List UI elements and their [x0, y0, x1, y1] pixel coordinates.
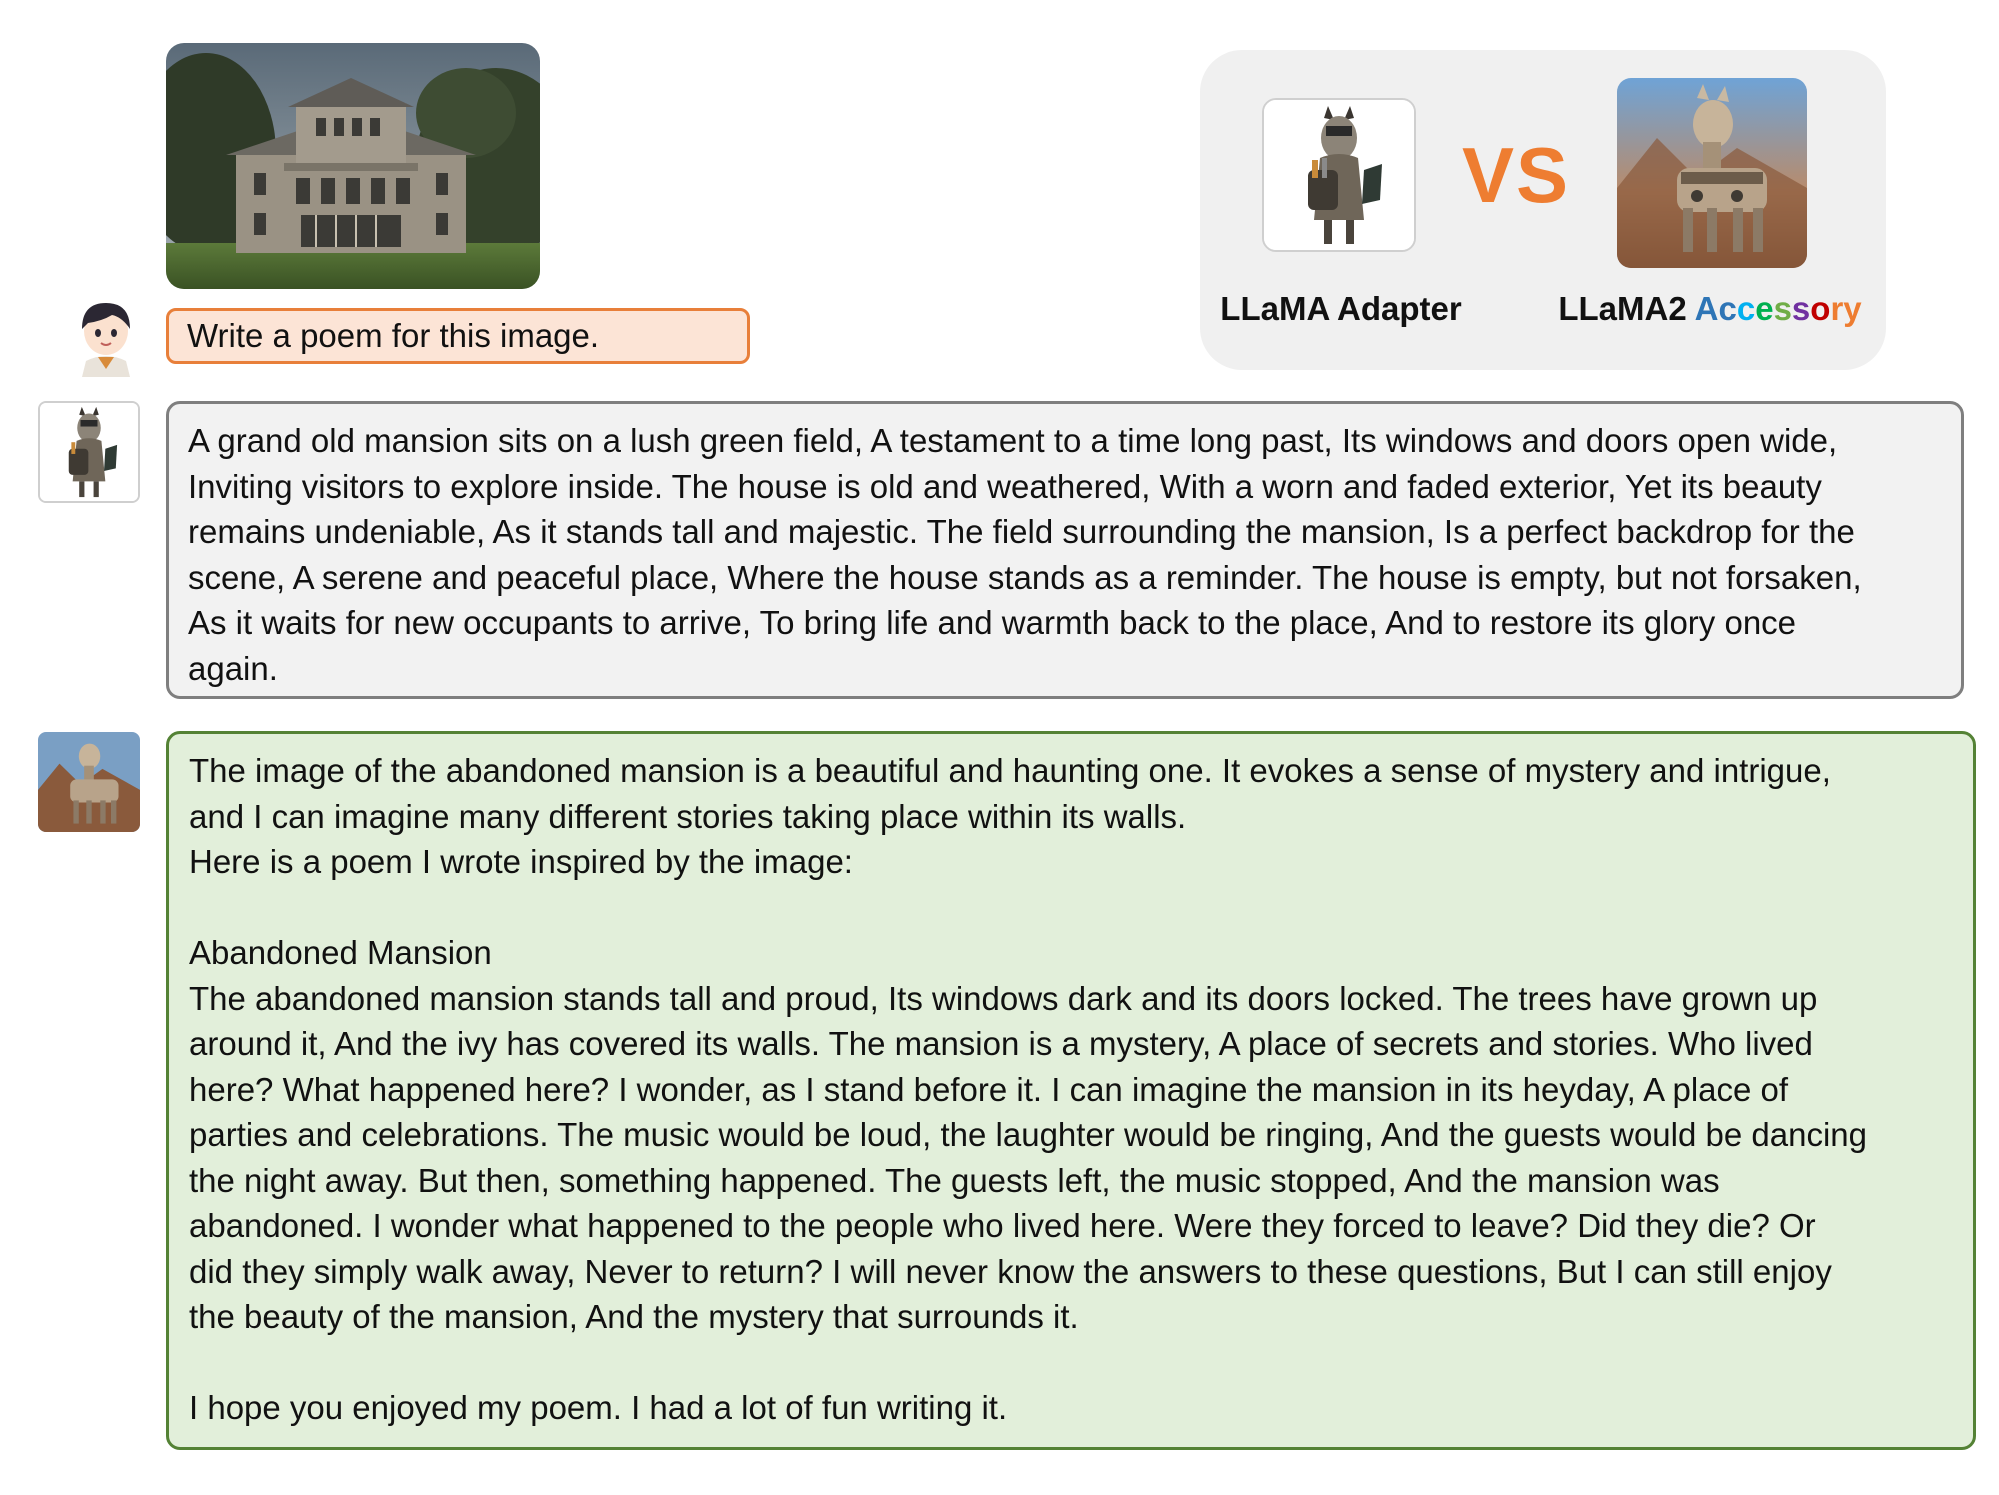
response-line: again. — [188, 649, 278, 687]
poem-line: the beauty of the mansion, And the mystery that surrounds it. — [189, 1298, 1079, 1335]
accessory-letter: r — [1830, 290, 1844, 327]
llama2-accessory-avatar — [38, 732, 140, 832]
intro-line: Here is a poem I wrote inspired by the image: — [189, 843, 853, 880]
intro-line: The image of the abandoned mansion is a beautiful and haunting one. It evokes a sense of mystery and intrigue, — [189, 752, 1831, 789]
model-a-label: LLaMA Adapter — [1220, 290, 1462, 327]
intro-line: and I can imagine many different stories taking place within its walls. — [189, 797, 1187, 835]
accessory-word — [1695, 290, 1862, 327]
accessory-letter: y — [1843, 290, 1862, 327]
prompt-text: Write a poem for this image. — [187, 317, 600, 354]
poem-line: parties and celebrations. The music would be loud, the laughter would be ringing, And the guests would be dancing — [189, 1116, 1867, 1153]
llama2-accessory-logo — [1617, 78, 1807, 268]
response-line: Inviting visitors to explore inside. The house is old and weathered, With a worn and faded exterior, Yet its beauty — [188, 467, 1822, 505]
accessory-letter: c — [1736, 290, 1756, 327]
poem-line: did they simply walk away, Never to return? I will never know the answers to these questions, But I can still enjoy — [189, 1252, 1832, 1290]
llama2-accessory-response — [166, 731, 1976, 1450]
user-avatar — [72, 295, 140, 377]
poem-line: the night away. But then, something happened. The guests left, the music stopped, And the mansion was — [189, 1161, 1720, 1199]
response-line: scene, A serene and peaceful place, Where the house stands as a reminder. The house is empty, but not forsaken, — [188, 558, 1862, 596]
model-b-prefix: LLaMA2 — [1558, 290, 1695, 327]
vs-label: VS — [1462, 131, 1571, 219]
accessory-letter: A — [1694, 290, 1719, 327]
poem-line: around it, And the ivy has covered its walls. The mansion is a mystery, A place of secrets and stories. Who lived — [189, 1025, 1813, 1062]
prompt-bubble — [166, 308, 750, 364]
poem-line: The abandoned mansion stands tall and proud, Its windows dark and its doors locked. The trees have grown up — [189, 979, 1818, 1017]
response-line: remains undeniable, As it stands tall and majestic. The field surrounding the mansion, Is a perfect backdrop for the — [188, 513, 1855, 550]
accessory-letter: s — [1791, 290, 1811, 327]
poem-line: here? What happened here? I wonder, as I stand before it. I can imagine the mansion in its heyday, A place of — [189, 1070, 1789, 1108]
accessory-letter: e — [1755, 290, 1774, 327]
llama-adapter-avatar — [38, 401, 140, 503]
accessory-letter: s — [1773, 290, 1792, 327]
accessory-letter: c — [1718, 290, 1737, 327]
response-line: A grand old mansion sits on a lush green field, A testament to a time long past, Its windows and doors open wide, — [188, 422, 1838, 459]
outro-line: I hope you enjoyed my poem. I had a lot of fun writing it. — [189, 1389, 1008, 1426]
model-b-label — [1540, 290, 1880, 328]
mansion-photo — [166, 43, 540, 289]
response-line: As it waits for new occupants to arrive, To bring life and warmth back to the place, And to restore its glory once — [188, 604, 1797, 641]
poem-title: Abandoned Mansion — [189, 934, 492, 971]
poem-line: abandoned. I wonder what happened to the people who lived here. Were they forced to leave? Did they die? Or — [189, 1207, 1816, 1244]
llama-adapter-response — [166, 401, 1964, 699]
accessory-letter: o — [1810, 290, 1831, 327]
llama-adapter-logo — [1262, 98, 1416, 252]
